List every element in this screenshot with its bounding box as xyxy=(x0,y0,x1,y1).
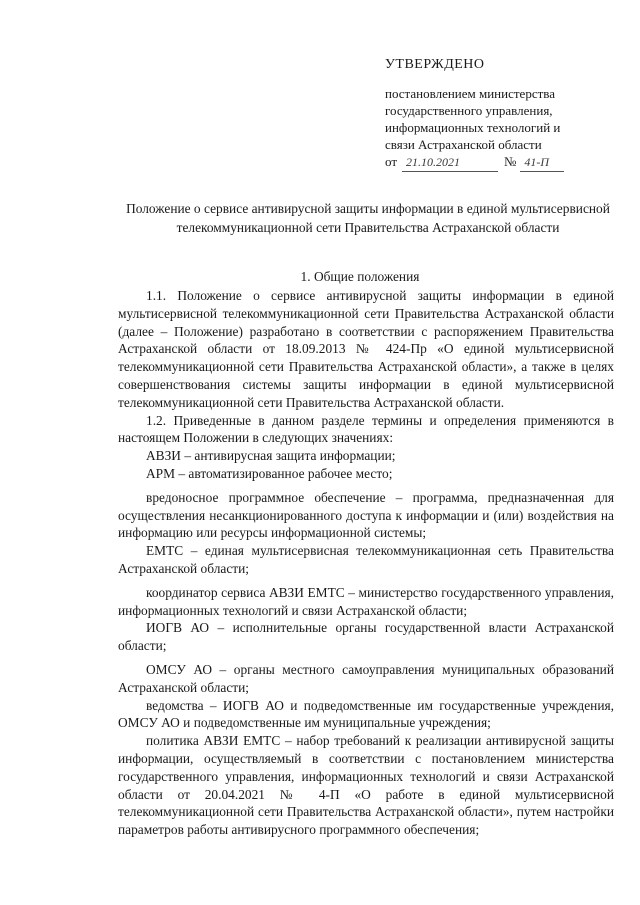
approval-line: постановлением министерства xyxy=(385,86,556,101)
approval-heading: УТВЕРЖДЕНО xyxy=(385,57,485,72)
approval-line: информационных технологий и xyxy=(385,120,561,135)
paragraph: АРМ – автоматизированное рабочее место; xyxy=(146,465,393,481)
paragraph: политика АВЗИ ЕМТС – набор требований к реализации антивирусной защиты информации, осуществляемый в соответствии с постановлением министерства государственного управления, информационных технологий и связи Астраханской области от 20.04.2021 № 4-П «О работе в единой мультисервисной телекоммуникационной сети Правительства Астраханской области», путем настройки параметров работы антивирусного программного обеспечения; xyxy=(118,733,614,838)
document-title: Положение о сервисе антивирусной защиты информации в единой мультисервисной телекоммуникационной сети Правительства Астраханской области xyxy=(126,201,610,235)
approval-stamp xyxy=(385,56,610,172)
document-body xyxy=(118,287,614,839)
paragraph: ЕМТС – единая мультисервисная телекоммуникационная сеть Правительства Астраханской области; xyxy=(118,543,614,576)
date-prefix: от xyxy=(385,154,398,169)
paragraph: ОМСУ АО – органы местного самоуправления муниципальных образований Астраханской области; xyxy=(118,661,614,695)
paragraph: АВЗИ – антивирусная защита информации; xyxy=(146,448,396,464)
approval-line: государственного управления, xyxy=(385,103,553,118)
approval-date: 21.10.2021 xyxy=(402,154,498,172)
number-prefix: № xyxy=(504,154,517,169)
paragraph: 1.1. Положение о сервисе антивирусной защиты информации в единой мультисервисной телекоммуникационной сети Правительства Астраханской области (далее – Положение) разработано в соответствии с распоряжением Правительства Астраханской области от 18.09.2013 № 424-Пр «О единой мультисервисной телекоммуникационной сети Правительства Астраханской области», а также в целях совершенствования системы защиты информации в единой мультисервисной телекоммуникационной сети Правительства Астраханской области. xyxy=(118,288,614,410)
approval-date-line xyxy=(385,153,610,172)
section-heading: 1. Общие положения xyxy=(300,269,420,284)
paragraph: ИОГВ АО – исполнительные органы государственной власти Астраханской области; xyxy=(118,620,614,654)
approval-line: связи Астраханской области xyxy=(385,137,542,152)
paragraph: вредоносное программное обеспечение – программа, предназначенная для осуществления несанкционированного доступа к информации и (или) воздействия на информацию или ресурсы информационной системы; xyxy=(118,489,614,541)
paragraph: 1.2. Приведенные в данном разделе термины и определения применяются в настоящем Положении в следующих значениях: xyxy=(118,412,614,446)
paragraph: координатор сервиса АВЗИ ЕМТС – министерство государственного управления, информационных технологий и связи Астраханской области; xyxy=(118,584,614,618)
approval-number: 41-П xyxy=(520,154,564,172)
paragraph: ведомства – ИОГВ АО и подведомственные им государственные учреждения, ОМСУ АО и подведомственные им муниципальные учреждения; xyxy=(118,697,614,731)
